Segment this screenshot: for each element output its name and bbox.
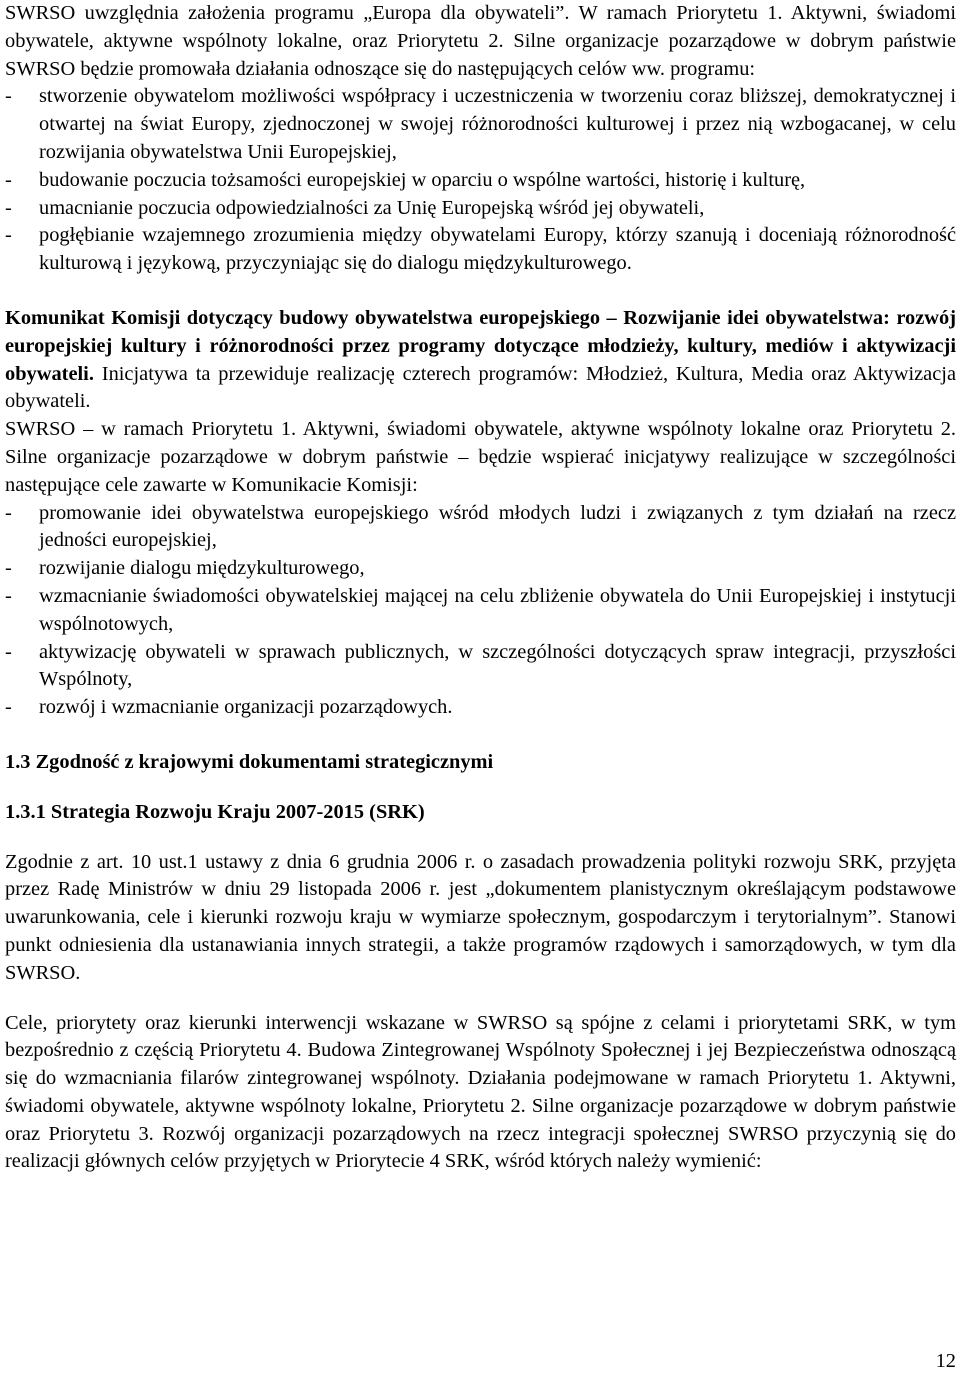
intro-paragraph: SWRSO uwzględnia założenia programu „Europa dla obywateli”. W ramach Priorytetu 1. Aktywni, świadomi obywatele, aktywne wspólnoty lokalne, oraz Priorytetu 2. Silne organizacje pozarządowe w dobrym państwie SWRSO będzie promowała działania odnoszące się do następujących celów ww. programu:	[5, 2, 956, 80]
page-number: 12	[935, 1350, 956, 1372]
komunikat-goals-list	[5, 500, 956, 722]
spacer	[5, 278, 956, 305]
list-item: - rozwój i wzmacnianie organizacji pozarządowych.	[5, 694, 956, 722]
list-item: - promowanie idei obywatelstwa europejskiego wśród młodych ludzi i związanych z tym działań na rzecz jedności europejskiej,	[5, 500, 956, 556]
list-item: - pogłębianie wzajemnego zrozumienia między obywatelami Europy, którzy szanują i doceniają różnorodność kulturową i językową, przyczyniając się do dialogu międzykulturowego.	[5, 222, 956, 278]
section-heading-1-3: 1.3 Zgodność z krajowymi dokumentami strategicznymi	[5, 750, 494, 773]
list-item: - stworzenie obywatelom możliwości współpracy i uczestniczenia w tworzeniu coraz bliższej, demokratycznej i otwartej na świat Europy, zjednoczonej w swojej różnorodności kulturowej i przez nią wzbogacanej, w celu rozwijania obywatelstwa Unii Europejskiej,	[5, 83, 956, 166]
spacer	[5, 988, 956, 1010]
list-item: - aktywizację obywateli w sprawach publicznych, w szczególności dotyczących spraw integracji, przyszłości Wspólnoty,	[5, 639, 956, 695]
komunikat-paragraph	[5, 305, 956, 416]
srk-paragraph-1: Zgodnie z art. 10 ust.1 ustawy z dnia 6 grudnia 2006 r. o zasadach prowadzenia polityki rozwoju SRK, przyjęta przez Radę Ministrów w dniu 29 listopada 2006 r. jest „dokumentem planistycznym określającym podstawowe uwarunkowania, cele i kierunki rozwoju kraju w wymiarze społecznym, gospodarczym i terytorialnym”. Stanowi punkt odniesienia dla ustanawiania innych strategii, a także programów rządowych i samorządowych, w tym dla SWRSO.	[5, 850, 956, 984]
swrso-support-paragraph: SWRSO – w ramach Priorytetu 1. Aktywni, świadomi obywatele, aktywne wspólnoty lokalne oraz Priorytetu 2. Silne organizacje pozarządowe w dobrym państwie – będzie wspierać inicjatywy realizujące w szczególności następujące cele zawarte w Komunikacie Komisji:	[5, 418, 956, 496]
komunikat-description: Inicjatywa ta przewiduje realizację czterech programów: Młodzież, Kultura, Media oraz Aktywizacja obywateli.	[5, 362, 956, 413]
list-item: - wzmacnianie świadomości obywatelskiej mającej na celu zbliżenie obywatela do Unii Europejskiej i instytucji wspólnotowych,	[5, 583, 956, 639]
document-page	[5, 0, 956, 1176]
list-item: - rozwijanie dialogu międzykulturowego,	[5, 555, 956, 583]
intro-goals-list	[5, 83, 956, 278]
spacer	[5, 777, 956, 799]
list-item: - budowanie poczucia tożsamości europejskiej w oparciu o wspólne wartości, historię i kulturę,	[5, 167, 956, 195]
srk-paragraph-2: Cele, priorytety oraz kierunki interwencji wskazane w SWRSO są spójne z celami i priorytetami SRK, w tym bezpośrednio z częścią Priorytetu 4. Budowa Zintegrowanej Wspólnoty Społecznej i jej Bezpieczeństwa odnoszącą się do wzmacniania filarów zintegrowanej wspólnoty. Działania podejmowane w ramach Priorytetu 1. Aktywni, świadomi obywatele, aktywne wspólnoty lokalne, Priorytetu 2. Silne organizacje pozarządowe w dobrym państwie oraz Priorytetu 3. Rozwój organizacji pozarządowych na rzecz integracji społecznej SWRSO przyczynią się do realizacji głównych celów przyjętych w Priorytecie 4 SRK, wśród których należy wymienić:	[5, 1011, 956, 1173]
spacer	[5, 722, 956, 749]
list-item: - umacnianie poczucia odpowiedzialności za Unię Europejską wśród jej obywateli,	[5, 195, 956, 223]
komunikat-title: Komunikat Komisji dotyczący budowy obywatelstwa europejskiego – Rozwijanie idei obywatelstwa: rozwój europejskiej kultury i różnorodności przez programy dotyczące młodzieży, kultury, mediów i aktywizacji obywateli.	[5, 306, 956, 385]
section-heading-1-3-1: 1.3.1 Strategia Rozwoju Kraju 2007-2015 (SRK)	[5, 800, 425, 823]
spacer	[5, 827, 956, 849]
